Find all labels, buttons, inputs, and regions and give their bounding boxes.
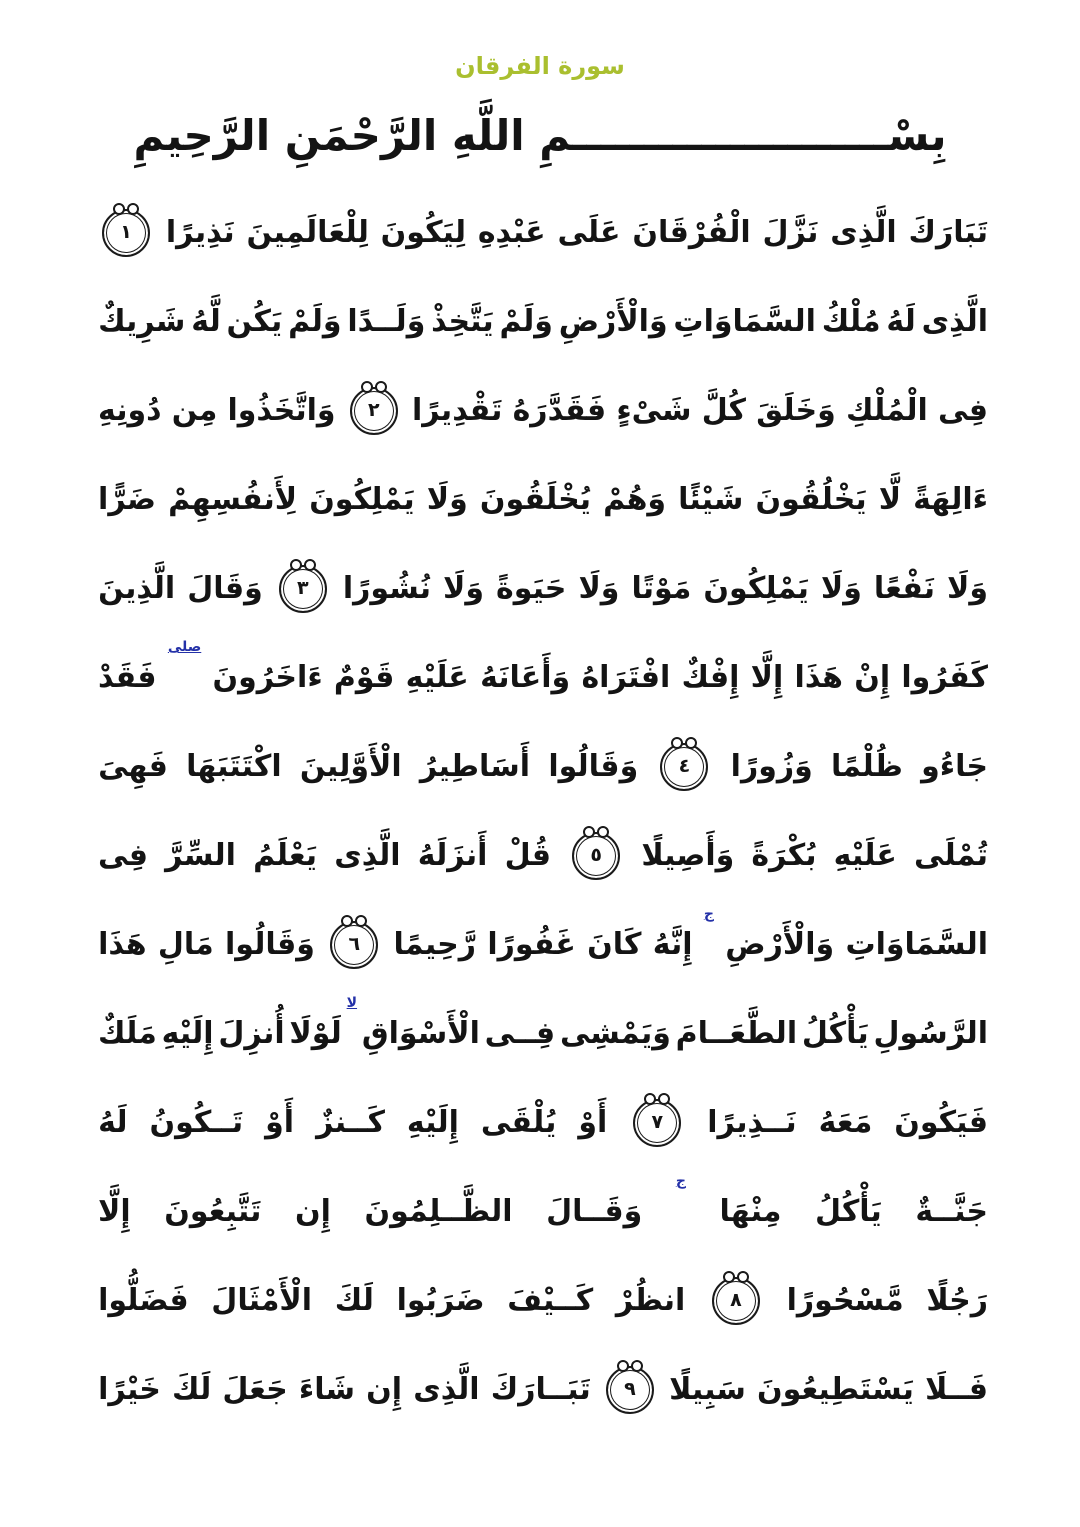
word: الْأَسْوَاقِ [361,1016,480,1051]
word: جَنَّــةٌ [915,1194,988,1229]
word: لَهُ [886,304,916,339]
word: ضَرَبُوا [396,1283,485,1318]
word: عَلَيْهِ [405,660,469,695]
word: يَكُن [226,304,283,339]
word: فَهِىَ [98,749,168,784]
word: دُونِهِ [98,393,162,428]
word: ظُلْمًا [831,749,903,784]
quran-text-block [98,188,988,1434]
quran-line [98,455,988,544]
word: وَلَــدًا [347,304,426,339]
word: انظُرْ [615,1283,686,1318]
surah-title: سورة الفرقان [455,52,625,80]
word: إِن [366,1372,403,1407]
word: شَاءَ [298,1372,355,1407]
word: إِلَيْهِ [406,1105,459,1140]
word: لَّا [878,482,902,517]
ayah-end-marker [660,743,708,791]
word: وَلَمْ [499,304,553,339]
ayah-number: ٢ [367,399,380,421]
word: فَضَلُّوا [98,1283,189,1318]
word: فَقَدَّرَهُ [512,393,607,428]
word: وَلَا [443,571,485,606]
ayah-end-marker [350,387,398,435]
word: الرَّسُولِ [873,1016,988,1051]
word: وَأَصِيلًا [641,838,735,873]
word: نَزَّلَ [762,215,819,250]
word: يُخْلَقُونَ [479,482,591,517]
word: جَعَلَ [222,1372,288,1407]
word: إِلَّا [750,660,784,695]
quran-line [98,1078,988,1167]
waqf-pause-mark: ج [675,1173,686,1189]
word: إِفْكٌ [681,660,740,695]
word: تَبَارَكَ [908,215,988,250]
word: خَيْرًا [98,1372,161,1407]
word: تَقْدِيرًا [411,393,503,428]
word: ءَاخَرُونَ [212,660,323,695]
quran-line [98,188,988,277]
word: لَهُ [98,1105,128,1140]
word: كَــنزٌ [316,1105,385,1140]
quran-line [98,1345,988,1434]
word: الْفُرْقَانَ [632,215,751,250]
word: يَأْكُلُ [801,1016,869,1051]
word: تَتَّبِعُونَ [164,1194,262,1229]
word: فَقَدْ [98,660,157,695]
ayah-number: ٨ [730,1289,742,1311]
ayah-number: ٩ [624,1378,636,1400]
ayah-end-marker [606,1366,654,1414]
word: عَلَى [557,215,621,250]
word: الْأَمْثَالَ [211,1283,313,1318]
word: فِــى [484,1016,556,1051]
word: وَقَــالَ [546,1194,643,1229]
word: لَوْلَا [289,1016,342,1051]
word: وَهُمْ [603,482,667,517]
word: أَنزَلَهُ [417,838,488,873]
word: لَكَ [334,1283,374,1318]
word: فَــلَا [925,1372,988,1407]
word: نَــذِيرًا [707,1105,797,1140]
word: يَأْكُلُ [815,1194,882,1229]
word: الْأَوَّلِينَ [299,749,402,784]
word: الَّذِى [830,215,897,250]
ayah-end-marker [633,1099,681,1147]
word: يَخْلُقُونَ [755,482,867,517]
ayah-number: ١ [120,221,132,243]
word: أَوْ [265,1105,295,1140]
word: الْمُلْكِ [845,393,928,428]
word: رَّحِيمًا [393,927,477,962]
word: يُلْقَى [480,1105,557,1140]
word: لِأَنفُسِهِمْ [168,482,298,517]
word: افْتَرَاهُ [581,660,671,695]
word: وَالْأَرْضِ [725,927,835,962]
word: إِنْ [854,660,891,695]
word: مَالِ [157,927,214,962]
word: الظَّــلِمُونَ [364,1194,513,1229]
word: مَعَهُ [818,1105,873,1140]
quran-line [98,1256,988,1345]
word: وَلَمْ [288,304,342,339]
word: الطَّعَــامَ [675,1016,798,1051]
ayah-number: ٤ [678,755,691,777]
word: الَّذِى [921,304,988,339]
quran-line [98,633,988,722]
word: وَلَا [947,571,988,606]
word: نُشُورًا [342,571,432,606]
word: جَاءُو [921,749,988,784]
word: فِى [98,838,149,873]
word: كُلَّ [701,393,746,428]
ayah-end-marker [712,1277,760,1325]
word: السِّرَّ [165,838,236,873]
ayah-end-marker [572,832,620,880]
word: تَبَــارَكَ [490,1372,591,1407]
word: مِنْهَا [719,1194,782,1229]
word: يَتَّخِذْ [431,304,494,339]
word: وَقَالَ [187,571,263,606]
ayah-number: ٥ [590,844,602,866]
word: مَوْتًا [631,571,692,606]
word: مِن [171,393,218,428]
word: الَّذِى [413,1372,480,1407]
word: رَجُلًا [926,1283,988,1318]
word: مُلْكُ [821,304,881,339]
word: مَّسْحُورًا [786,1283,904,1318]
ayah-number: ٣ [297,577,309,599]
word: نَذِيرًا [165,215,235,250]
word: قَوْمٌ [333,660,395,695]
ayah-number: ٧ [651,1111,664,1133]
word: السَّمَاوَاتِ [673,304,816,339]
word: وَلَا [426,482,468,517]
quran-line [98,722,988,811]
ayah-end-marker [279,565,327,613]
quran-line [98,1167,988,1256]
word: أُنزِلَ [218,1016,285,1051]
quran-line [98,277,988,366]
quran-line [98,544,988,633]
word: لَّهُ [191,304,221,339]
quran-line [98,989,988,1078]
word: الَّذِينَ [98,571,176,606]
word: كَفَرُوا [901,660,988,695]
word: عَلَيْهِ [833,838,897,873]
word: أَوْ [578,1105,608,1140]
word: تُمْلَى [914,838,988,873]
word: وَلَا [820,571,862,606]
word: فَيَكُونَ [894,1105,988,1140]
word: يَعْلَمُ [253,838,318,873]
word: يَسْتَطِيعُونَ [757,1372,914,1407]
word: لِلْعَالَمِينَ [246,215,369,250]
word: بُكْرَةً [751,838,817,873]
word: كَــيْفَ [507,1283,594,1318]
word: أَسَاطِيرُ [419,749,531,784]
word: شَىْءٍ [616,393,692,428]
word: وَيَمْشِى [559,1016,671,1051]
word: وَقَالُوا [548,749,639,784]
word: وَقَالُوا [225,927,315,962]
word: إِلَيْهِ [161,1016,214,1051]
ayah-end-marker [330,921,378,969]
word: وَأَعَانَهُ [480,660,571,695]
word: إِن [294,1194,331,1229]
word: وَلَا [578,571,620,606]
ayah-number: ٦ [348,933,361,955]
word: غَفُورًا [487,927,576,962]
word: كَانَ [587,927,642,962]
word: الَّذِى [334,838,401,873]
word: نَفْعًا [873,571,935,606]
quran-line [98,811,988,900]
word: ضَرًّا [98,482,156,517]
word: يَمْلِكُونَ [309,482,415,517]
quran-line [98,900,988,989]
word: عَبْدِهِ [477,215,546,250]
word: اكْتَتَبَهَا [186,749,282,784]
word: هَذَا [794,660,843,695]
waqf-pause-mark: صلى [167,639,202,655]
word: شَرِيكٌ [98,304,186,339]
word: وَزُورًا [730,749,813,784]
word: فِى [938,393,988,428]
word: شَيْئًا [678,482,744,517]
word: قُلْ [504,838,551,873]
word: وَخَلَقَ [756,393,836,428]
word: لَكَ [172,1372,212,1407]
word: حَيَوةً [496,571,567,606]
word: سَبِيلًا [669,1372,746,1407]
quran-line [98,366,988,455]
word: إِنَّهُ [652,927,693,962]
word: وَاتَّخَذُوا [227,393,336,428]
word: تَــكُونُ [149,1105,244,1140]
word: يَمْلِكُونَ [703,571,809,606]
word: وَالْأَرْضِ [558,304,668,339]
word: مَلَكٌ [98,1016,157,1051]
word: إِلَّا [98,1194,131,1229]
waqf-pause-mark: لا [346,995,358,1011]
bismillah-calligraphy: بِسْــــــــــــــــــــــمِ اللَّهِ الرَّحْمَنِ الرَّحِيمِ [133,111,947,160]
waqf-pause-mark: ج [703,906,714,922]
word: لِيَكُونَ [380,215,467,250]
word: ءَالِهَةً [913,482,988,517]
word: السَّمَاوَاتِ [845,927,988,962]
word: هَذَا [98,927,147,962]
ayah-end-marker [102,209,150,257]
